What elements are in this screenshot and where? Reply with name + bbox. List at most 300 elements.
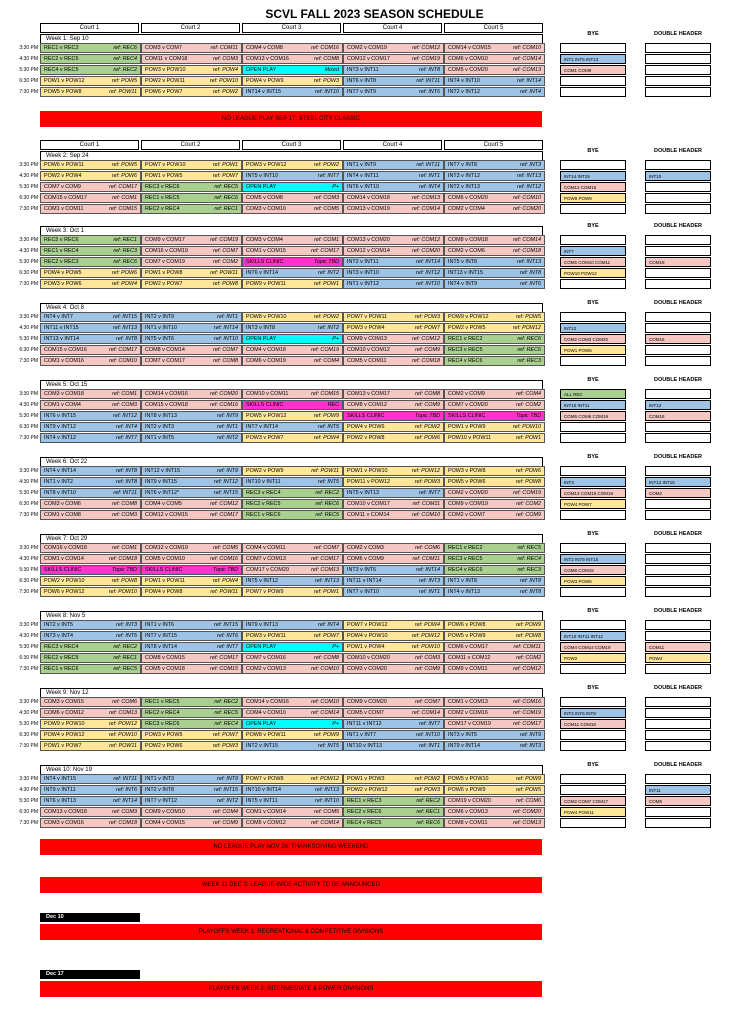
referee: ref: COM7 [415, 699, 440, 705]
referee: ref: INT5 [318, 424, 339, 430]
matchup: INT6 v INT15 [44, 413, 77, 419]
time-label: 7:30 PM [19, 512, 38, 518]
referee: ref: POW4 [212, 67, 238, 73]
game-row [40, 160, 545, 170]
referee: ref: INT11 [416, 78, 440, 84]
matchup: COM5 v COM7 [347, 710, 384, 716]
bye-cell: INT2 INT9 INT15 [560, 554, 626, 564]
court-header: Court 5 [444, 140, 543, 150]
game-row [40, 279, 545, 289]
referee: ref: POW7 [212, 732, 238, 738]
bye-cell [560, 587, 626, 597]
matchup: COM5 v COM11 [347, 358, 387, 364]
banner-no-play-sep17: NO LEAGUE PLAY SEP 17: STEEL CITY CLASSIC [40, 111, 542, 127]
week-label: Week 8: Nov 5 [40, 611, 543, 620]
referee: ref: POW12 [310, 776, 339, 782]
game-cell [343, 796, 444, 806]
game-cell [40, 345, 141, 355]
matchup: POW5 v POW9 [448, 633, 486, 639]
game-cell [242, 345, 343, 355]
double-header-cell [645, 235, 711, 245]
game-cell [242, 65, 343, 75]
matchup: POW3 v POW7 [246, 435, 284, 441]
matchup: INT9 v INT12 [44, 424, 77, 430]
game-row [40, 204, 545, 214]
referee: ref: INT1 [217, 424, 238, 430]
bye-cell [560, 620, 626, 630]
referee: ref: COM12 [412, 237, 440, 243]
double-header-cell [645, 43, 711, 53]
double-header-header: DOUBLE HEADER [654, 531, 702, 537]
game-row [40, 620, 545, 630]
game-row [40, 182, 545, 192]
game-cell [141, 620, 242, 630]
game-row [40, 653, 545, 663]
matchup: INT4 v INT15 [44, 776, 77, 782]
matchup: REC5 v REC6 [44, 237, 79, 243]
game-cell [40, 76, 141, 86]
matchup: POW7 v POW12 [347, 622, 388, 628]
matchup: COM11 v COM18 [145, 56, 188, 62]
matchup: COM3 v COM16 [44, 820, 84, 826]
game-cell [343, 433, 444, 443]
matchup: POW9 v POW10 [44, 721, 85, 727]
court-header: Court 5 [444, 23, 543, 33]
bye-cell: INT10 INT11 [560, 400, 626, 410]
time-label: 5:30 PM [19, 798, 38, 804]
referee: ref: COM8 [415, 391, 440, 397]
game-cell [141, 477, 242, 487]
game-row [40, 818, 545, 828]
game-cell [242, 43, 343, 53]
referee: ref: COM8 [213, 358, 238, 364]
matchup: INT10 v INT13 [347, 743, 383, 749]
bye-cell [560, 510, 626, 520]
game-cell [242, 323, 343, 333]
game-cell [444, 182, 545, 192]
matchup: INT5 v INT10 [246, 173, 279, 179]
matchup: COM2 v COM20 [448, 490, 488, 496]
double-header-cell [645, 774, 711, 784]
game-row [40, 323, 545, 333]
referee: ref: INT4 [419, 184, 440, 190]
matchup: INT4 v INT10 [448, 78, 481, 84]
bye-cell: INT14 INT15 [560, 171, 626, 181]
bye-cell: POW3 POW5 [560, 576, 626, 586]
referee: ref: COM3 [112, 809, 137, 815]
referee: ref: INT13 [315, 578, 339, 584]
matchup: POW2 v POW11 [145, 78, 186, 84]
time-label: 3:30 PM [19, 314, 38, 320]
referee: ref: COM7 [213, 347, 238, 353]
bye-cell [560, 279, 626, 289]
week-label: Week 10: Nov 19 [40, 765, 543, 774]
matchup: POW11 v POW12 [347, 479, 391, 485]
referee: ref: POW5 [515, 787, 541, 793]
game-cell [444, 323, 545, 333]
matchup: COM14 v COM18 [347, 195, 390, 201]
bye-cell: INT10 INT11 INT12 [560, 631, 626, 641]
referee: ref: POW1 [313, 589, 339, 595]
game-cell [343, 730, 444, 740]
referee: ref: INT10 [416, 281, 440, 287]
referee: ref: INT7 [419, 721, 440, 727]
referee: ref: INT14 [517, 78, 541, 84]
referee: ref: COM19 [311, 347, 339, 353]
game-cell [343, 565, 444, 575]
referee: P+ [332, 336, 339, 342]
matchup: INT3 v INT5 [448, 732, 478, 738]
matchup: POW5 v POW6 [448, 479, 486, 485]
referee: ref: POW9 [313, 413, 339, 419]
time-label: 5:30 PM [19, 184, 38, 190]
game-cell [40, 323, 141, 333]
game-cell [141, 708, 242, 718]
referee: ref: REC2 [113, 644, 137, 650]
referee: ref: COM15 [311, 391, 339, 397]
double-header-cell [645, 499, 711, 509]
game-cell [141, 774, 242, 784]
game-cell [343, 620, 444, 630]
matchup: COM1 v COM8 [44, 512, 81, 518]
double-header-cell [645, 807, 711, 817]
referee: ref: INT1 [419, 173, 440, 179]
game-cell [242, 356, 343, 366]
matchup: INT5 v INT13 [347, 490, 380, 496]
game-cell [242, 565, 343, 575]
matchup: OPEN PLAY [246, 336, 277, 342]
game-cell [40, 664, 141, 674]
bye-cell: COM13 COM16 COM18 [560, 488, 626, 498]
double-header-cell [645, 433, 711, 443]
game-cell [141, 411, 242, 421]
game-cell [343, 631, 444, 641]
week-label: Week 4: Oct 8 [40, 303, 543, 312]
referee: ref: COM10 [311, 699, 339, 705]
referee: ref: INT15 [214, 787, 238, 793]
game-cell [40, 204, 141, 214]
game-cell [141, 818, 242, 828]
game-row [40, 422, 545, 432]
referee: ref: INT7 [217, 644, 238, 650]
game-cell [40, 193, 141, 203]
bye-cell: POW2 [560, 653, 626, 663]
referee: ref: COM19 [210, 237, 238, 243]
referee: ref: COM10 [513, 45, 541, 51]
game-cell [141, 466, 242, 476]
referee: ref: COM3 [314, 195, 339, 201]
game-cell [40, 389, 141, 399]
double-header-cell [645, 389, 711, 399]
double-header-cell: INT12 INT15 [645, 477, 711, 487]
game-cell [444, 268, 545, 278]
referee: ref: REC1 [113, 655, 137, 661]
matchup: COM8 v COM11 [448, 820, 488, 826]
game-cell [40, 510, 141, 520]
game-row [40, 642, 545, 652]
referee: ref: COM14 [311, 710, 339, 716]
matchup: POW2 v POW10 [44, 578, 85, 584]
referee: ref: INT14 [416, 567, 440, 573]
matchup: REC2 v REC3 [44, 259, 79, 265]
game-cell [141, 54, 242, 64]
referee: ref: COM20 [412, 248, 440, 254]
game-cell [242, 653, 343, 663]
referee: ref: COM10 [513, 195, 541, 201]
matchup: COM12 v COM19 [145, 545, 188, 551]
game-cell [444, 356, 545, 366]
game-cell [444, 565, 545, 575]
bye-cell [560, 730, 626, 740]
referee: ref: COM7 [213, 248, 238, 254]
game-cell [40, 653, 141, 663]
game-cell [343, 697, 444, 707]
referee: Topic TBD [415, 413, 440, 419]
game-cell [141, 160, 242, 170]
referee: ref: COM5 [314, 206, 339, 212]
referee: ref: COM18 [412, 358, 440, 364]
referee: ref: REC1 [113, 237, 137, 243]
matchup: POW7 v POW10 [145, 162, 186, 168]
matchup: INT5 v INT12 [246, 578, 279, 584]
matchup: SKILLS CLINIC [44, 567, 82, 573]
referee: ref: COM3 [112, 402, 137, 408]
game-cell [141, 785, 242, 795]
double-header-cell [645, 818, 711, 828]
week-label: Week 3: Oct 1 [40, 226, 543, 235]
referee: ref: POW10 [512, 424, 541, 430]
referee: Topic TBD [314, 259, 339, 265]
bye-header: BYE [587, 685, 599, 691]
game-cell [242, 499, 343, 509]
time-label: 7:30 PM [19, 206, 38, 212]
game-cell [242, 422, 343, 432]
referee: ref: COM17 [210, 655, 238, 661]
matchup: INT2 v INT5 [44, 622, 74, 628]
referee: ref: INT1 [419, 589, 440, 595]
double-header-cell [645, 76, 711, 86]
game-cell [40, 87, 141, 97]
referee: ref: POW10 [209, 78, 238, 84]
referee: ref: REC1 [214, 206, 238, 212]
game-cell [40, 422, 141, 432]
matchup: COM12 v COM14 [347, 248, 390, 254]
game-cell [40, 43, 141, 53]
referee: ref: POW6 [414, 435, 440, 441]
double-header-cell: COM16 [645, 334, 711, 344]
game-row [40, 477, 545, 487]
matchup: POW1 v POW8 [145, 270, 183, 276]
referee: ref: POW1 [515, 435, 541, 441]
game-row [40, 54, 545, 64]
matchup: POW4 v POW10 [347, 633, 388, 639]
game-cell [141, 807, 242, 817]
game-row [40, 807, 545, 817]
matchup: COM4 v COM10 [246, 710, 286, 716]
double-header-cell [645, 204, 711, 214]
referee: ref: COM14 [311, 820, 339, 826]
referee: ref: INT9 [217, 776, 238, 782]
matchup: POW2 v POW9 [246, 468, 284, 474]
matchup: COM1 v COM14 [44, 556, 84, 562]
matchup: COM9 v COM11 [448, 666, 488, 672]
double-header-cell [645, 246, 711, 256]
time-label: 4:30 PM [19, 787, 38, 793]
matchup: COM13 v COM18 [44, 809, 87, 815]
game-cell [343, 204, 444, 214]
referee: ref: COM2 [516, 402, 541, 408]
referee: ref: POW3 [414, 787, 440, 793]
game-cell [40, 587, 141, 597]
game-row [40, 785, 545, 795]
time-label: 5:30 PM [19, 490, 38, 496]
referee: ref: POW6 [111, 173, 137, 179]
referee: ref: INT15 [113, 314, 137, 320]
game-cell [444, 433, 545, 443]
referee: ref: INT7 [116, 435, 137, 441]
referee: ref: POW9 [515, 622, 541, 628]
game-cell [343, 312, 444, 322]
game-cell [40, 257, 141, 267]
matchup: REC3 v REC6 [145, 184, 180, 190]
time-label: 7:30 PM [19, 89, 38, 95]
referee: ref: POW6 [515, 468, 541, 474]
matchup: COM12 v COM15 [145, 512, 188, 518]
game-row [40, 312, 545, 322]
referee: ref: REC2 [416, 798, 440, 804]
game-cell [141, 499, 242, 509]
referee: Topic TBD [516, 413, 541, 419]
bye-cell [560, 235, 626, 245]
bye-cell: COM2 COM3 COM20 [560, 334, 626, 344]
bye-cell [560, 433, 626, 443]
referee: ref: REC6 [517, 347, 541, 353]
referee: ref: INT13 [517, 259, 541, 265]
referee: ref: COM15 [210, 666, 238, 672]
game-cell [242, 543, 343, 553]
referee: ref: INT10 [416, 732, 440, 738]
game-cell [343, 400, 444, 410]
matchup: POW1 v POW9 [448, 424, 486, 430]
matchup: POW4 v POW6 [347, 424, 385, 430]
referee: ref: REC2 [214, 699, 238, 705]
bye-cell: ALL REC [560, 389, 626, 399]
referee: ref: COM16 [311, 45, 339, 51]
referee: ref: REC6 [113, 45, 137, 51]
matchup: COM7 v COM20 [448, 402, 488, 408]
game-cell [444, 774, 545, 784]
matchup: COM2 v COM4 [448, 206, 485, 212]
matchup: INT4 v INT11 [347, 173, 379, 179]
bye-cell: POW10 POW12 [560, 268, 626, 278]
matchup: COM3 v COM7 [145, 45, 182, 51]
game-cell [444, 488, 545, 498]
time-label: 4:30 PM [19, 556, 38, 562]
referee: ref: INT15 [214, 490, 238, 496]
referee: ref: COM9 [415, 402, 440, 408]
referee: ref: COM20 [513, 206, 541, 212]
double-header-cell [645, 620, 711, 630]
matchup: INT2 v INT13 [448, 184, 481, 190]
time-label: 5:30 PM [19, 413, 38, 419]
time-label: 3:30 PM [19, 237, 38, 243]
double-header-cell [645, 345, 711, 355]
referee: ref: INT11 [416, 162, 440, 168]
double-header-cell [645, 510, 711, 520]
game-cell [444, 160, 545, 170]
matchup: INT7 v INT15 [145, 633, 178, 639]
matchup: REC1 v REC2 [448, 336, 483, 342]
week-label: Week 7: Oct 29 [40, 534, 543, 543]
referee: ref: COM10 [311, 666, 339, 672]
game-cell [141, 741, 242, 751]
matchup: POW3 v POW6 [44, 281, 82, 287]
matchup: INT2 v INT9 [145, 314, 175, 320]
double-header-cell [645, 268, 711, 278]
matchup: INT11 v INT12 [347, 721, 382, 727]
game-cell [242, 312, 343, 322]
double-header-cell [645, 554, 711, 564]
matchup: INT13 v INT14 [44, 336, 80, 342]
referee: Topic TBD [112, 567, 137, 573]
matchup: INT7 v INT12 [145, 798, 178, 804]
matchup: INT4 v INT14 [44, 468, 77, 474]
referee: ref: INT10 [214, 336, 238, 342]
game-cell [141, 268, 242, 278]
referee: ref: POW1 [212, 162, 238, 168]
bye-cell: INT3 [560, 477, 626, 487]
matchup: COM14 v COM15 [448, 45, 491, 51]
matchup: REC1 v REC2 [448, 545, 483, 551]
referee: ref: REC5 [315, 512, 339, 518]
game-cell [141, 193, 242, 203]
time-label: 3:30 PM [19, 622, 38, 628]
game-cell [242, 466, 343, 476]
matchup: INT1 v INT9 [347, 162, 377, 168]
game-cell [444, 171, 545, 181]
bye-header: BYE [587, 454, 599, 460]
time-label: 6:30 PM [19, 732, 38, 738]
referee: ref: COM12 [412, 336, 440, 342]
matchup: INT8 v INT14 [145, 644, 178, 650]
game-cell [444, 708, 545, 718]
referee: ref: INT12 [113, 413, 137, 419]
game-cell [40, 818, 141, 828]
referee: ref: INT1 [217, 314, 238, 320]
referee: ref: POW12 [108, 721, 137, 727]
game-cell [40, 807, 141, 817]
game-cell [40, 620, 141, 630]
matchup: COM2 v COM3 [347, 545, 384, 551]
matchup: REC4 v REC6 [448, 567, 483, 573]
game-cell [141, 312, 242, 322]
game-cell [40, 642, 141, 652]
time-label: 7:30 PM [19, 743, 38, 749]
bye-cell [560, 466, 626, 476]
bye-cell: POW4 POW11 [560, 807, 626, 817]
referee: ref: COM19 [412, 56, 440, 62]
double-header-cell [645, 422, 711, 432]
time-label: 4:30 PM [19, 710, 38, 716]
matchup: COM6 v COM20 [448, 195, 488, 201]
referee: ref: INT4 [116, 424, 137, 430]
referee: P+ [332, 721, 339, 727]
matchup: COM7 v COM19 [145, 259, 185, 265]
game-cell [444, 76, 545, 86]
referee: ref: POW2 [414, 776, 440, 782]
matchup: COM14 v COM16 [145, 391, 188, 397]
double-header-cell [645, 54, 711, 64]
